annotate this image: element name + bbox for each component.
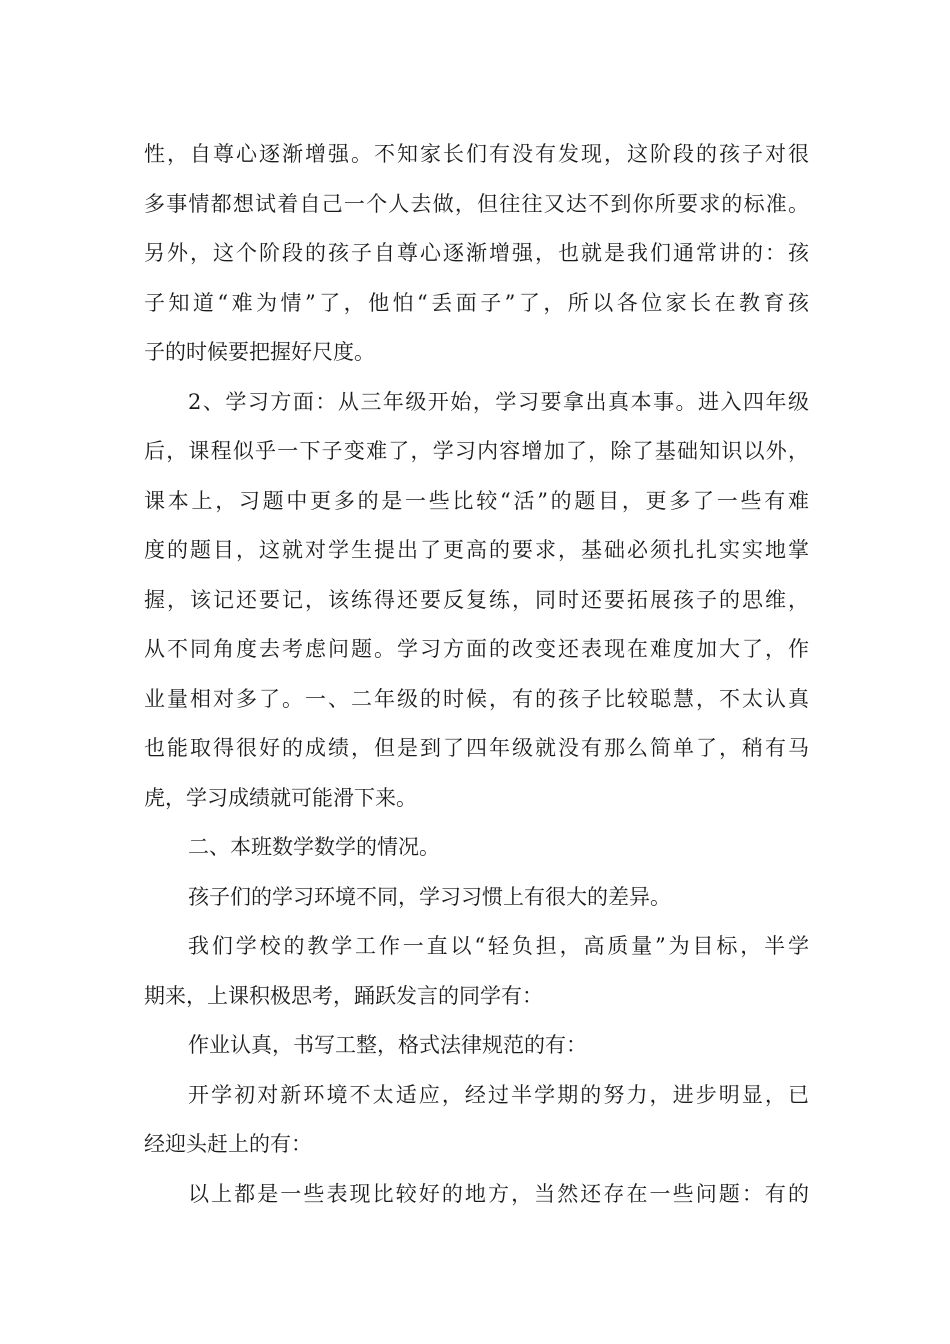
paragraph-start-line: 2、学习方面：从三年级开始，学习要拿出真本事。进入四年级 [188,389,809,414]
section-heading: 二、本班数学数学的情况。 [188,835,440,859]
paragraph-start-line: 作业认真，书写工整，格式法律规范的有： [188,1033,587,1057]
text-line: 另外，这个阶段的孩子自尊心逐渐增强，也就是我们通常讲的：孩 [144,241,809,265]
text-line: 经迎头赶上的有： [144,1132,312,1156]
paragraph-start-line: 我们学校的教学工作一直以“轻负担，高质量”为目标，半学 [188,934,809,958]
text-line: 子知道“难为情”了，他怕“丢面子”了，所以各位家长在教育孩 [144,290,809,315]
document-body [144,130,809,1219]
text-line: 业量相对多了。一、二年级的时候，有的孩子比较聪慧，不太认真 [144,686,809,711]
text-line: 后，课程似乎一下子变难了，学习内容增加了，除了基础知识以外， [144,439,809,463]
text-line: 多事情都想试着自己一个人去做，但往往又达不到你所要求的标准。 [144,191,809,216]
text-line: 握，该记还要记，该练得还要反复练，同时还要拓展孩子的思维， [144,587,809,612]
text-line: 从不同角度去考虑问题。学习方面的改变还表现在难度加大了，作 [144,637,809,661]
paragraph-start-line: 孩子们的学习环境不同，学习习惯上有很大的差异。 [188,884,671,909]
text-line: 课本上，习题中更多的是一些比较“活”的题目，更多了一些有难 [144,488,809,513]
text-line: 期来，上课积极思考，踊跃发言的同学有： [144,983,543,1008]
text-line: 子的时候要把握好尺度。 [144,340,375,364]
paragraph-start-line: 以上都是一些表现比较好的地方，当然还存在一些问题：有的 [188,1181,809,1206]
paragraph-start-line: 开学初对新环境不太适应，经过半学期的努力，进步明显，已 [188,1082,809,1107]
text-line: 虎，学习成绩就可能滑下来。 [144,785,417,810]
text-line: 度的题目，这就对学生提出了更高的要求，基础必须扎扎实实地掌 [144,538,809,562]
text-line: 性，自尊心逐渐增强。不知家长们有没有发现，这阶段的孩子对很 [144,142,809,166]
text-line: 也能取得很好的成绩，但是到了四年级就没有那么简单了，稍有马 [144,736,809,760]
